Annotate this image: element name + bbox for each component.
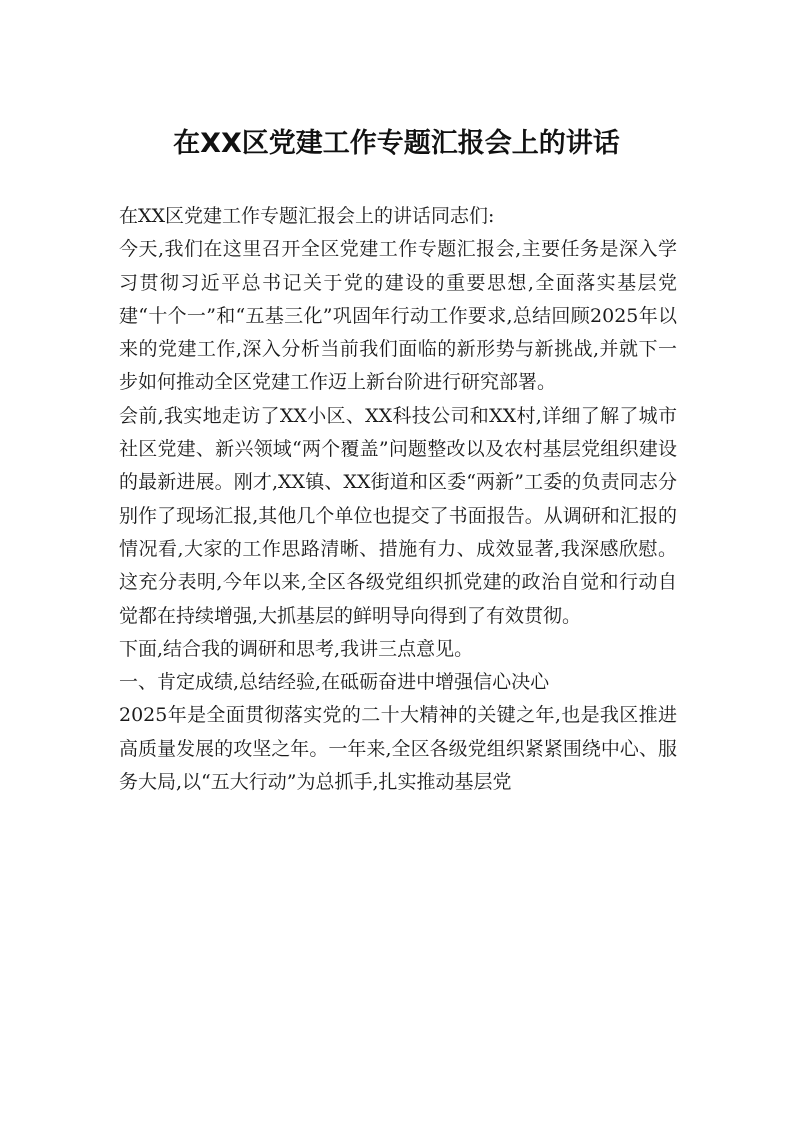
paragraph-opening: 今天,我们在这里召开全区党建工作专题汇报会,主要任务是深入学习贯彻习近平总书记关于党的建设的重要思想,全面落实基层党建“十个一”和“五基三化”巩固年行动工作要求,总结回顾2025年以来的党建工作,深入分析当前我们面临的新形势与新挑战,并就下一步如何推动全区党建工作迈上新台阶进行研究部署。 — [119, 238, 677, 394]
paragraph-transition: 下面,结合我的调研和思考,我讲三点意见。 — [119, 637, 474, 660]
section-heading-one: 一、肯定成绩,总结经验,在砥砺奋进中增强信心决心 — [119, 671, 550, 694]
paragraph-salutation: 在XX区党建工作专题汇报会上的讲话同志们: — [119, 205, 495, 227]
document-title: 在XX区党建工作专题汇报会上的讲话 — [173, 128, 620, 159]
paragraph-research: 会前,我实地走访了XX小区、XX科技公司和XX村,详细了解了城市社区党建、新兴领域“两个覆盖”问题整改以及农村基层党组织建设的最新进展。刚才,XX镇、XX街道和区委“两新”工委的负责同志分别作了现场汇报,其他几个单位也提交了书面报告。从调研和汇报的情况看,大家的工作思路清晰、措施有力、成效显著,我深感欣慰。这充分表明,今年以来,全区各级党组织抓党建的政治自觉和行动自觉都在持续增强,大抓基层的鲜明导向得到了有效贯彻。 — [119, 404, 677, 627]
paragraph-section-one: 2025年是全面贯彻落实党的二十大精神的关键之年,也是我区推进高质量发展的攻坚之年。一年来,全区各级党组织紧紧围绕中心、服务大局,以“五大行动”为总抓手,扎实推动基层党 — [119, 704, 677, 794]
document-body — [119, 200, 677, 799]
